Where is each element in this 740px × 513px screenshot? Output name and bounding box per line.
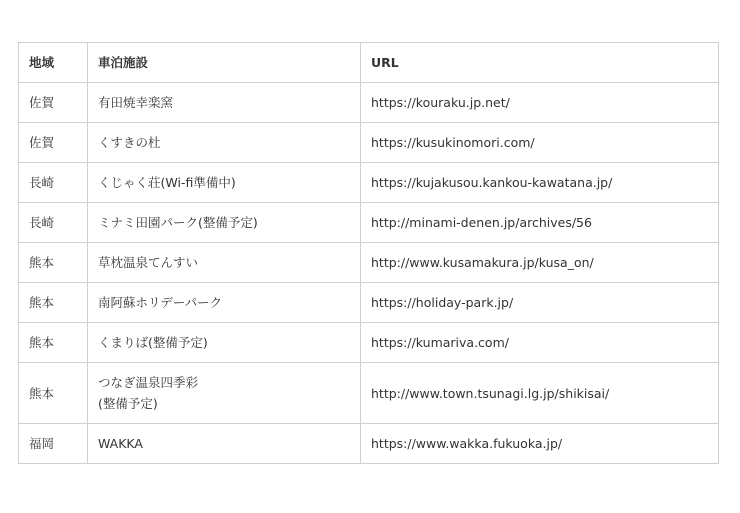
table-row bbox=[19, 123, 719, 163]
cell-url: http://minami-denen.jp/archives/56 bbox=[361, 203, 719, 243]
table-row bbox=[19, 323, 719, 363]
cell-url: https://kujakusou.kankou-kawatana.jp/ bbox=[361, 163, 719, 203]
cell-region: 長崎 bbox=[19, 163, 88, 203]
table-row bbox=[19, 424, 719, 464]
cell-facility: WAKKA bbox=[88, 424, 361, 464]
cell-region: 福岡 bbox=[19, 424, 88, 464]
table-row bbox=[19, 283, 719, 323]
header-region: 地域 bbox=[19, 43, 88, 83]
cell-region: 熊本 bbox=[19, 283, 88, 323]
cell-url: https://kouraku.jp.net/ bbox=[361, 83, 719, 123]
cell-facility-line2: (整備予定) bbox=[98, 396, 158, 411]
cell-facility: くじゃく荘(Wi-fi準備中) bbox=[88, 163, 361, 203]
cell-url: https://holiday-park.jp/ bbox=[361, 283, 719, 323]
cell-url: https://www.wakka.fukuoka.jp/ bbox=[361, 424, 719, 464]
cell-facility: 有田焼幸楽窯 bbox=[88, 83, 361, 123]
cell-url: https://kusukinomori.com/ bbox=[361, 123, 719, 163]
cell-region: 熊本 bbox=[19, 243, 88, 283]
facility-table-container bbox=[18, 42, 718, 464]
table-header-row bbox=[19, 43, 719, 83]
cell-facility: 草枕温泉てんすい bbox=[88, 243, 361, 283]
cell-region: 熊本 bbox=[19, 323, 88, 363]
cell-facility bbox=[88, 363, 361, 424]
cell-url: http://www.town.tsunagi.lg.jp/shikisai/ bbox=[361, 363, 719, 424]
table-row bbox=[19, 163, 719, 203]
cell-facility: 南阿蘇ホリデーパーク bbox=[88, 283, 361, 323]
cell-region: 佐賀 bbox=[19, 123, 88, 163]
cell-facility: くまりば(整備予定) bbox=[88, 323, 361, 363]
table-row bbox=[19, 363, 719, 424]
table-row bbox=[19, 203, 719, 243]
cell-url: https://kumariva.com/ bbox=[361, 323, 719, 363]
header-facility: 車泊施設 bbox=[88, 43, 361, 83]
cell-region: 熊本 bbox=[19, 363, 88, 424]
cell-region: 長崎 bbox=[19, 203, 88, 243]
table-row bbox=[19, 243, 719, 283]
cell-facility: くすきの杜 bbox=[88, 123, 361, 163]
cell-region: 佐賀 bbox=[19, 83, 88, 123]
facility-table bbox=[18, 42, 719, 464]
cell-facility: ミナミ田園パーク(整備予定) bbox=[88, 203, 361, 243]
header-url: URL bbox=[361, 43, 719, 83]
cell-facility-line1: つなぎ温泉四季彩 bbox=[98, 375, 199, 390]
cell-url: http://www.kusamakura.jp/kusa_on/ bbox=[361, 243, 719, 283]
table-row bbox=[19, 83, 719, 123]
